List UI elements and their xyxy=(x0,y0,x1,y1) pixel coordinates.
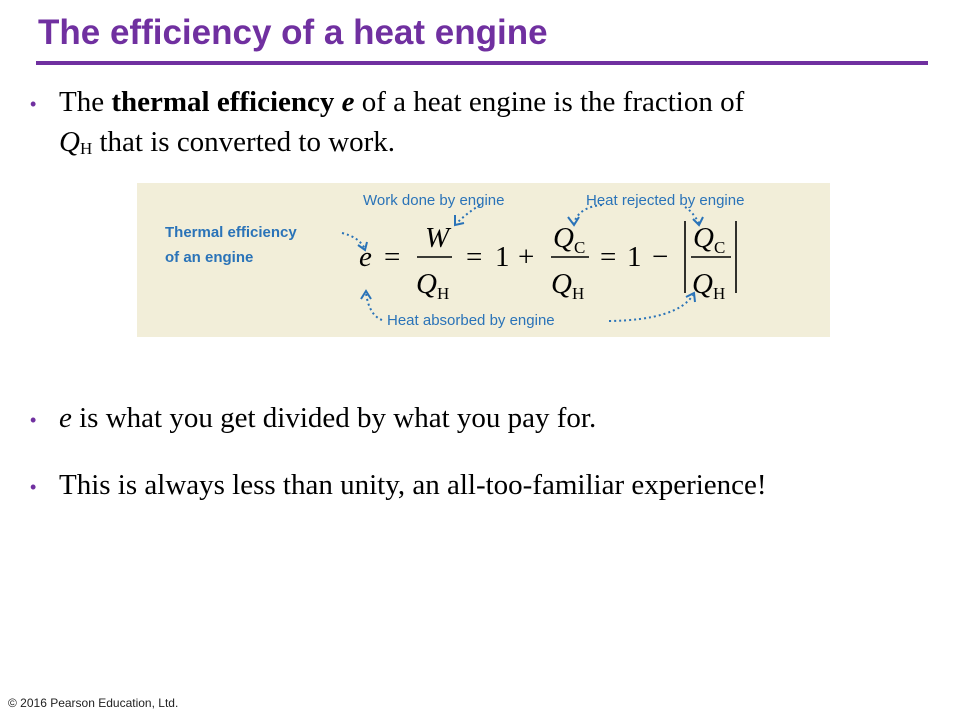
eq-sub-H-3: H xyxy=(713,284,726,303)
eq-W: W xyxy=(425,222,450,254)
eq-Q-num-2: Q xyxy=(553,222,574,254)
label-thermal-efficiency: Thermal efficiency xyxy=(165,224,297,241)
eq-equals-3: = xyxy=(600,241,617,273)
eq-e: e xyxy=(359,241,372,273)
copyright-notice: © 2016 Pearson Education, Ltd. xyxy=(8,696,179,710)
bullet-text: The thermal efficiency e of a heat engine is the fraction of $Q_H$ that is converted to work. xyxy=(59,86,745,158)
annotation-heat-rejected: Heat rejected by engine xyxy=(586,192,745,209)
efficiency-equation xyxy=(137,183,830,337)
eq-sub-C-3: C xyxy=(714,238,726,257)
bullet-dot: • xyxy=(30,94,37,114)
bullet-text: This is always less than unity, an all-too-familiar experience! xyxy=(59,469,767,501)
arrow-absorbed-to-QH-left xyxy=(366,293,382,320)
bullet-text: e is what you get divided by what you pay for. xyxy=(59,402,597,434)
eq-sub-H-1: H xyxy=(437,284,450,303)
eq-Q-den-3: Q xyxy=(692,268,713,300)
bullet-dot: • xyxy=(30,410,37,430)
eq-sub-C-2: C xyxy=(574,238,586,257)
eq-one-1: 1 xyxy=(495,241,510,273)
bullet-thermal-efficiency xyxy=(30,82,910,169)
bullet-get-divided-by-pay xyxy=(30,398,910,438)
eq-sub-H-2: H xyxy=(572,284,585,303)
eq-plus: + xyxy=(518,241,535,273)
equation-panel xyxy=(137,183,830,337)
bullet-less-than-unity xyxy=(30,465,910,505)
arrow-rejected-to-abs xyxy=(685,207,699,223)
annotation-heat-absorbed: Heat absorbed by engine xyxy=(387,312,555,329)
bullet-dot: • xyxy=(30,477,37,497)
eq-minus: − xyxy=(652,241,669,273)
slide-title: The efficiency of a heat engine xyxy=(38,13,548,52)
eq-Q-den-2: Q xyxy=(551,268,572,300)
label-of-an-engine: of an engine xyxy=(165,249,254,266)
eq-equals-1: = xyxy=(384,241,401,273)
arrow-absorbed-to-QH-right xyxy=(609,295,693,321)
eq-one-2: 1 xyxy=(627,241,642,273)
eq-Q-den-1: Q xyxy=(416,268,437,300)
annotation-work-done: Work done by engine xyxy=(363,192,505,209)
title-underline xyxy=(36,61,928,65)
eq-equals-2: = xyxy=(466,241,483,273)
eq-Q-num-3: Q xyxy=(693,222,714,254)
